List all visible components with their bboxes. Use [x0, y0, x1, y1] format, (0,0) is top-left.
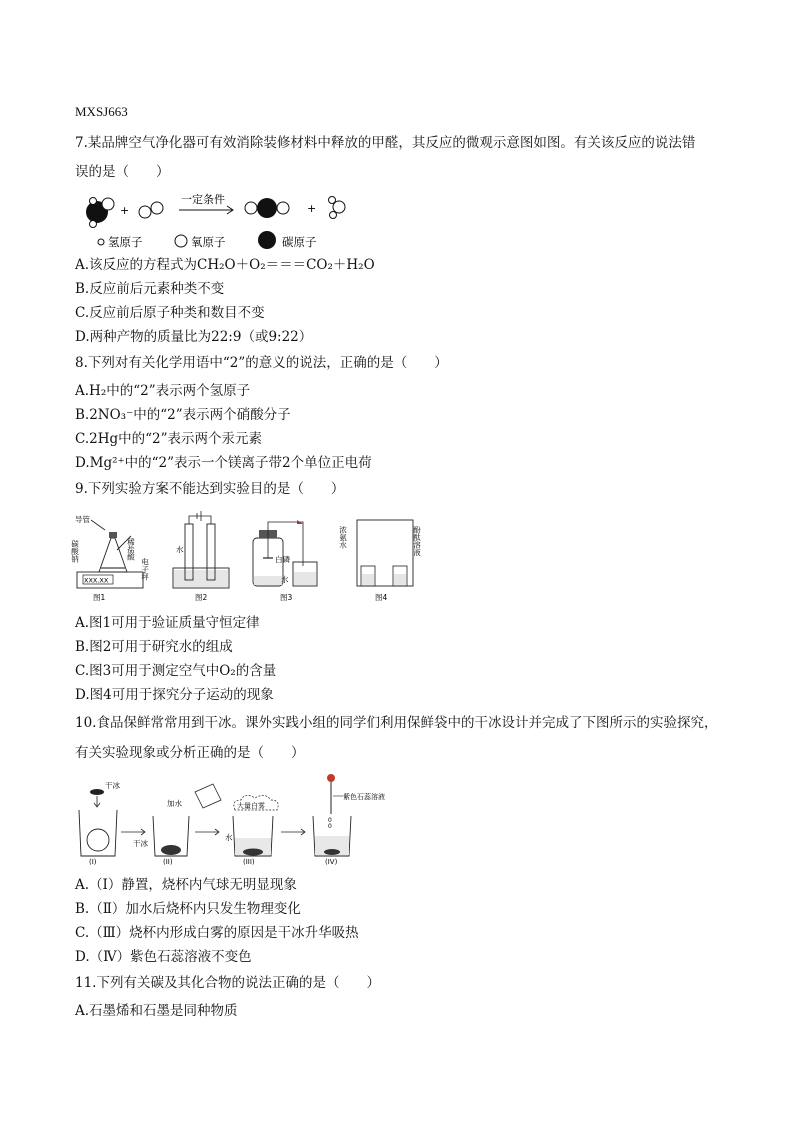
conical-flask	[99, 538, 127, 572]
q7-option-a: A.该反应的方程式为CH₂O＋O₂＝＝＝CO₂＋H₂O	[75, 257, 375, 273]
carbon-atom	[257, 198, 277, 218]
caption-fig3: 图3	[280, 593, 293, 602]
q9-apparatus-figures	[70, 510, 445, 604]
q11-stem: 11.下列有关碳及其化合物的说法正确的是（ ）	[75, 975, 380, 991]
q9-option-c: C.图3可用于测定空气中O₂的含量	[75, 663, 277, 679]
svg-text:0: 0	[328, 823, 332, 830]
q10-stem-line1: 10.食品保鲜常常用到干冰。课外实践小组的同学们利用保鲜袋中的干冰设计并完成了下图所示的实验探究，	[75, 715, 718, 731]
q11-option-a: A.石墨烯和石墨是同种物质	[75, 1003, 238, 1019]
plus-sign: +	[120, 204, 130, 217]
label-litmus-solution: 紫色石蕊溶液	[343, 793, 385, 801]
q10-option-c: C.（Ⅲ）烧杯内形成白雾的原因是干冰升华吸热	[75, 925, 359, 941]
label-phenolphthalein: 酚酞溶液	[412, 526, 422, 556]
q7-reaction-diagram	[75, 190, 375, 252]
legend-hydrogen-symbol	[98, 239, 104, 245]
q10-experiment-figure	[75, 770, 415, 866]
label-tube: 导管	[75, 515, 90, 524]
label-conc-ammonia: 浓氨水	[338, 526, 348, 549]
q10-stem-line2: 有关实验现象或分析正确的是（ ）	[75, 745, 305, 761]
water-cup	[195, 784, 221, 808]
dropper-bulb	[327, 774, 335, 782]
paper-code: MXSJ663	[75, 104, 128, 119]
caption-fig4: 图4	[375, 593, 388, 602]
plus-sign: +	[307, 202, 317, 215]
caption-stage-iv: (IV)	[325, 858, 338, 866]
q9-option-b: B.图2可用于研究水的组成	[75, 639, 233, 655]
legend-hydrogen: 氢原子	[108, 235, 143, 249]
q7-option-c: C.反应前后原子种类和数目不变	[75, 305, 265, 321]
caption-stage-iii: (III)	[243, 858, 255, 866]
label-sodium-carbonate: 碳酸钠	[70, 540, 80, 563]
q9-option-d: D.图4可用于探究分子运动的现象	[75, 687, 274, 703]
svg-text:0: 0	[328, 817, 332, 824]
q8-option-c: C.2Hg中的“2”表示两个汞元素	[75, 431, 263, 447]
label-white-phosphorus: 白磷	[275, 555, 290, 564]
label-water: 水	[176, 545, 184, 554]
label-white-fog: 大量白雾	[237, 802, 265, 810]
q10-option-b: B.（Ⅱ）加水后烧杯内只发生物理变化	[75, 901, 301, 917]
q8-option-d: D.Mg²⁺中的“2”表示一个镁离子带2个单位正电荷	[75, 455, 372, 471]
caption-stage-ii: (II)	[163, 858, 173, 866]
q7-stem-line1: 7.某品牌空气净化器可有效消除装修材料中释放的甲醛，其反应的微观示意图如图。有关该反应的说法错	[75, 135, 696, 151]
q8-option-a: A.H₂中的“2”表示两个氢原子	[75, 383, 251, 399]
legend-oxygen-symbol	[175, 235, 187, 247]
caption-stage-i: (I)	[89, 858, 97, 866]
oxygen-atom	[151, 202, 163, 214]
label-add-water: 加水	[167, 799, 182, 808]
dry-ice-lump	[90, 789, 104, 795]
hydrogen-atom	[90, 198, 97, 205]
label-dilute-hcl: 稀盐酸	[126, 538, 136, 561]
oxygen-atom	[139, 206, 151, 218]
flask-stopper	[109, 532, 117, 538]
legend-carbon: 碳原子	[282, 235, 317, 249]
q8-stem: 8.下列对有关化学用语中“2”的意义的说法，正确的是（ ）	[75, 355, 448, 371]
q7-stem-line2: 误的是（ ）	[75, 164, 170, 180]
balloon	[87, 829, 109, 851]
label-water-2: 水	[281, 575, 289, 584]
label-dry-ice: 干冰	[105, 781, 120, 790]
label-water: 水	[225, 833, 233, 842]
caption-fig1: 图1	[93, 593, 106, 602]
label-electronic-scale: 电子秤	[140, 558, 150, 581]
q7-option-d: D.两种产物的质量比为22:9（或9:22）	[75, 329, 313, 345]
beaker-i	[79, 810, 117, 856]
q10-option-d: D.（Ⅳ）紫色石蕊溶液不变色	[75, 949, 252, 965]
scale-reading: XXX.XX	[84, 576, 109, 585]
label-dry-ice-2: 干冰	[133, 839, 148, 848]
hydrogen-atom	[329, 197, 336, 204]
hydrogen-atom	[90, 221, 97, 228]
q9-option-a: A.图1可用于验证质量守恒定律	[75, 615, 260, 631]
battery-wire	[189, 516, 211, 524]
q10-option-a: A.（Ⅰ）静置，烧杯内气球无明显现象	[75, 877, 297, 893]
q7-option-b: B.反应前后元素种类不变	[75, 281, 225, 297]
oxygen-atom	[102, 198, 114, 210]
q9-stem: 9.下列实验方案不能达到实验目的是（ ）	[75, 481, 345, 497]
reaction-condition: 一定条件	[181, 193, 225, 206]
q8-option-b: B.2NO₃⁻中的“2”表示两个硝酸分子	[75, 407, 291, 423]
oxygen-atom	[277, 202, 289, 214]
legend-oxygen: 氧原子	[191, 235, 226, 249]
legend-carbon-symbol	[258, 231, 276, 249]
hydrogen-atom	[330, 212, 337, 219]
oxygen-atom	[245, 202, 257, 214]
caption-fig2: 图2	[195, 593, 208, 602]
dry-ice-in-beaker	[161, 845, 181, 855]
